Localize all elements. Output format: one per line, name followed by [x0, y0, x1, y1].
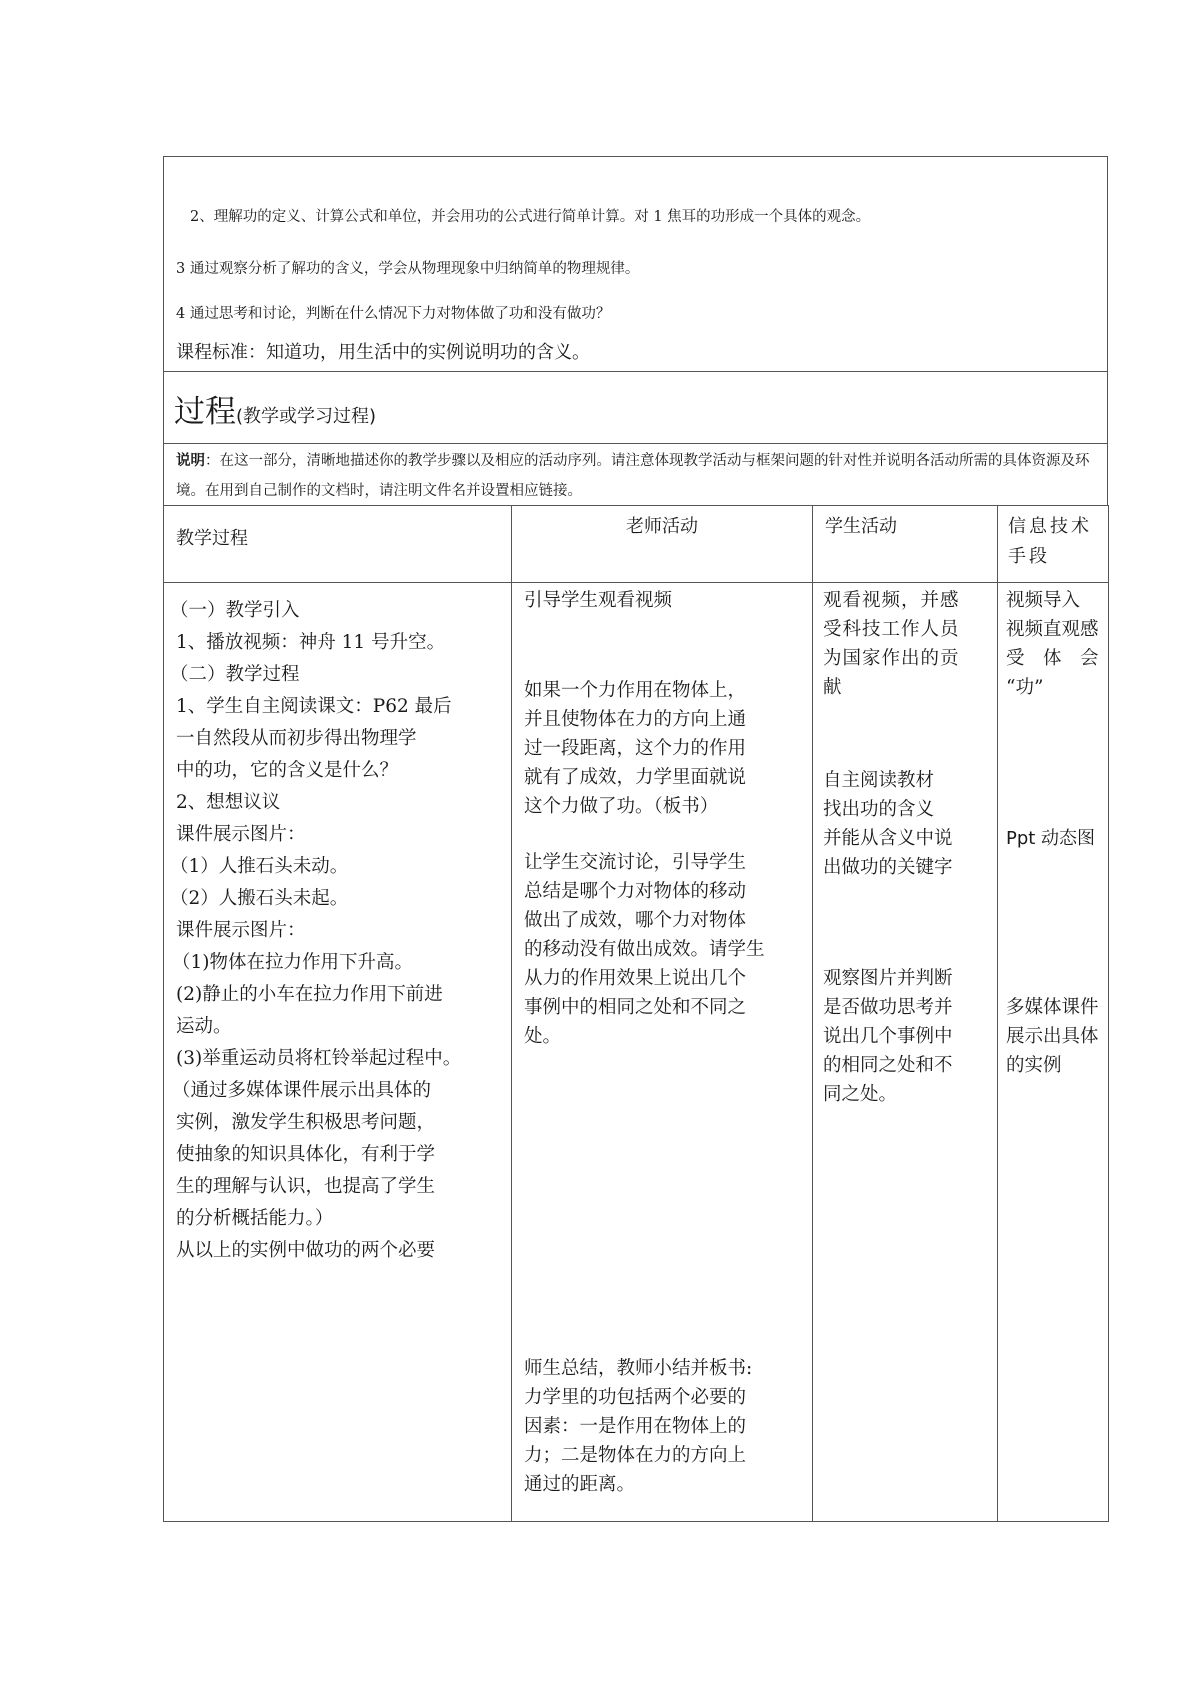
teacher-line: 这个力做了功。（板书） — [524, 796, 719, 817]
process-line: （二）教学过程 — [170, 664, 300, 685]
process-line: 2、想想议议 — [176, 792, 281, 813]
teacher-line: 引导学生观看视频 — [524, 590, 673, 611]
lesson-plan-page — [163, 156, 1108, 1522]
process-line: 实例，激发学生积极思考问题， — [176, 1112, 436, 1133]
student-line: 为国家作出的贡 — [823, 648, 960, 669]
note-paragraph — [176, 446, 1101, 506]
cell-teacher-activity — [512, 583, 813, 1522]
teacher-line: 因素：一是作用在物体上的 — [524, 1416, 747, 1437]
course-standard: 课程标准：知道功，用生活中的实例说明功的含义。 — [176, 342, 590, 363]
teacher-line: 力；二是物体在力的方向上 — [524, 1445, 747, 1466]
objective-line-2: 2、理解功的定义、计算公式和单位，并会用功的公式进行简单计算。对 1 焦耳的功形成一个具体的观念。 — [190, 209, 871, 225]
note-section — [163, 443, 1108, 505]
teacher-line: 事例中的相同之处和不同之 — [524, 997, 747, 1018]
process-table — [163, 505, 1109, 1522]
cell-it-means — [998, 583, 1109, 1522]
process-heading-section — [163, 371, 1108, 443]
header-it-means: 信息技术手段 — [998, 506, 1109, 583]
it-line: 的实例 — [1006, 1055, 1062, 1076]
header-student-activity: 学生活动 — [813, 506, 998, 583]
objective-line-4: 4 通过思考和讨论，判断在什么情况下力对物体做了功和没有做功？ — [176, 306, 611, 322]
table-body-row — [164, 583, 1109, 1522]
process-line: (3)举重运动员将杠铃举起过程中。 — [176, 1048, 462, 1069]
student-line: 献 — [823, 677, 842, 698]
student-line: 观察图片并判断 — [823, 968, 953, 989]
student-line: 找出功的含义 — [823, 799, 935, 820]
process-line: 生的理解与认识，也提高了学生 — [176, 1176, 436, 1197]
teacher-line: 做出了成效，哪个力对物体 — [524, 910, 747, 931]
student-line: 是否做功思考并 — [823, 997, 953, 1018]
cell-teaching-process — [164, 583, 512, 1522]
process-line: 课件展示图片： — [176, 824, 306, 845]
process-title — [174, 386, 376, 431]
it-line: Ppt 动态图 — [1006, 828, 1096, 849]
it-line: 视频直观感 — [1006, 619, 1099, 640]
cell-student-activity — [813, 583, 998, 1522]
header-teacher-activity: 老师活动 — [512, 506, 813, 583]
process-line: 1、播放视频：神舟 11 号升空。 — [176, 632, 446, 653]
process-line: 课件展示图片： — [176, 920, 306, 941]
table-header-row — [164, 506, 1109, 583]
student-line: 同之处。 — [823, 1084, 898, 1105]
teacher-line: 总结是哪个力对物体的移动 — [524, 881, 747, 902]
process-line: (2)静止的小车在拉力作用下前进 — [176, 984, 443, 1005]
it-line: 受 体 会 — [1006, 648, 1099, 669]
teacher-line: 处。 — [524, 1026, 562, 1047]
process-line: 的分析概括能力。） — [176, 1208, 334, 1229]
student-line: 受科技工作人员 — [823, 619, 960, 640]
process-line: （通过多媒体课件展示出具体的 — [172, 1080, 432, 1101]
teacher-line: 如果一个力作用在物体上， — [524, 680, 747, 701]
process-line: 中的功，它的含义是什么？ — [176, 760, 399, 781]
process-line: （1)物体在拉力作用下升高。 — [172, 952, 413, 973]
note-text: ：在这一部分，清晰地描述你的教学步骤以及相应的活动序列。请注意体现教学活动与框架问题的针对性并说明各活动所需的具体资源及环境。在用到自己制作的文档时，请注明文件名并设置相应链接。 — [176, 453, 1090, 499]
teacher-line: 力学里的功包括两个必要的 — [524, 1387, 747, 1408]
header-teaching-process: 教学过程 — [164, 506, 512, 583]
student-line: 观看视频，并感 — [823, 590, 960, 611]
it-line: 多媒体课件 — [1006, 997, 1099, 1018]
process-line: （1）人推石头未动。 — [170, 856, 349, 877]
teacher-line: 过一段距离，这个力的作用 — [524, 738, 747, 759]
process-subtitle: (教学或学习过程) — [236, 406, 377, 427]
teacher-line: 的移动没有做出成效。请学生 — [524, 939, 765, 960]
process-line: 从以上的实例中做功的两个必要 — [176, 1240, 436, 1261]
student-line: 并能从含义中说 — [823, 828, 953, 849]
student-line: 出做功的关键字 — [823, 857, 953, 878]
process-title-text: 过程 — [174, 394, 236, 430]
it-line: 展示出具体 — [1006, 1026, 1099, 1047]
student-line: 说出几个事例中 — [823, 1026, 953, 1047]
teacher-line: 让学生交流讨论，引导学生 — [524, 852, 747, 873]
process-line: 使抽象的知识具体化，有利于学 — [176, 1144, 436, 1165]
it-line: “功” — [1006, 677, 1044, 698]
teacher-line: 并且使物体在力的方向上通 — [524, 709, 747, 730]
objective-line-3: 3 通过观察分析了解功的含义，学会从物理现象中归纳简单的物理规律。 — [176, 261, 640, 277]
student-line: 的相同之处和不 — [823, 1055, 953, 1076]
student-line: 自主阅读教材 — [823, 770, 935, 791]
process-line: 运动。 — [176, 1016, 232, 1037]
objectives-section — [163, 156, 1108, 371]
teacher-line: 就有了成效，力学里面就说 — [524, 767, 747, 788]
teacher-line: 师生总结，教师小结并板书: — [524, 1358, 753, 1379]
teacher-line: 通过的距离。 — [524, 1474, 636, 1495]
note-label: 说明 — [176, 452, 205, 469]
teacher-line: 从力的作用效果上说出几个 — [524, 968, 747, 989]
process-line: 1、学生自主阅读课文：P62 最后 — [176, 696, 452, 717]
it-line: 视频导入 — [1006, 590, 1081, 611]
process-line: 一自然段从而初步得出物理学 — [176, 728, 417, 749]
process-line: （一）教学引入 — [170, 600, 300, 621]
process-line: （2）人搬石头未起。 — [170, 888, 349, 909]
